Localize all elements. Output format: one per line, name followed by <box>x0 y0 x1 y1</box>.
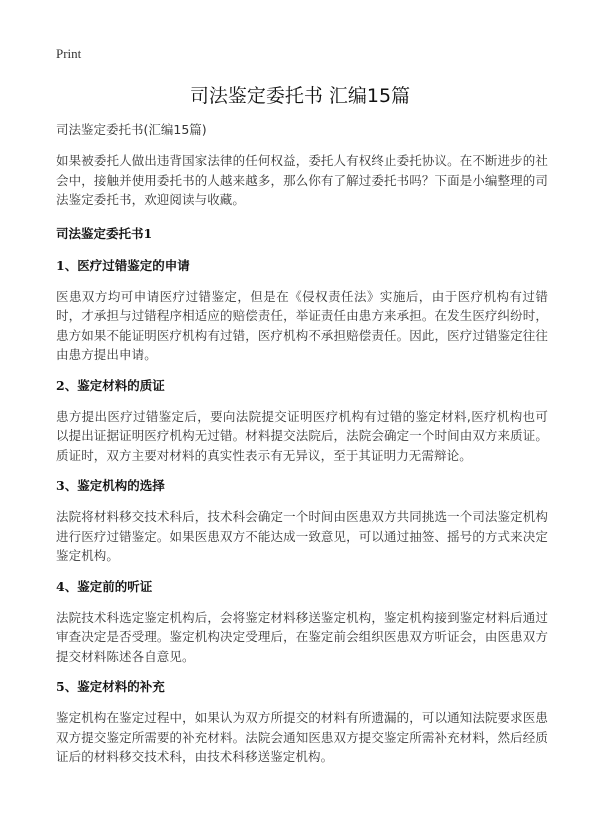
section-body: 法院技术科选定鉴定机构后，会将鉴定材料移送鉴定机构，鉴定机构接到鉴定材料后通过审查决定是否受理。鉴定机构决定受理后，在鉴定前会组织医患双方听证会，由医患双方提交材料陈述各自意见。 <box>56 609 548 664</box>
section-body: 鉴定机构在鉴定过程中，如果认为双方所提交的材料有所遗漏的，可以通知法院要求医患双方提交鉴定所需要的补充材料。法院会通知医患双方提交鉴定所需补充材料，然后经质证后的材料移交技术科，由技术科移送鉴定机构。 <box>56 710 548 764</box>
section-heading: 5、鉴定材料的补充 <box>56 679 165 694</box>
print-link[interactable]: Print <box>56 46 82 61</box>
document-content <box>56 121 548 779</box>
section-heading: 4、鉴定前的听证 <box>56 578 153 594</box>
section-body: 患方提出医疗过错鉴定后，要向法院提交证明医疗机构有过错的鉴定材料,医疗机构也可以提出证据证明医疗机构无过错。材料提交法院后，法院会确定一个时间由双方来质证。质证时，双方主要对材料的真实性表示有无异议，至于其证明力无需辩论。 <box>56 408 548 463</box>
section-heading: 1、医疗过错鉴定的申请 <box>56 257 190 273</box>
section-label: 司法鉴定委托书1 <box>56 225 153 241</box>
section-heading: 2、鉴定材料的质证 <box>56 377 165 393</box>
section-2 <box>56 377 548 466</box>
section-heading: 3、鉴定机构的选择 <box>56 478 165 493</box>
document-title: 司法鉴定委托书 汇编15篇 <box>189 85 411 107</box>
intro-paragraph: 如果被委托人做出违背国家法律的任何权益，委托人有权终止委托协议。在不断进步的社会中，接触并使用委托书的人越来越多，那么你有了解过委托书吗？下面是小编整理的司法鉴定委托书，欢迎阅读与收藏。 <box>56 153 548 207</box>
section-3 <box>56 477 548 566</box>
section-1 <box>56 257 548 365</box>
document-subtitle: 司法鉴定委托书(汇编15篇) <box>56 122 207 137</box>
section-5 <box>56 678 548 767</box>
section-4 <box>56 578 548 667</box>
section-body: 医患双方均可申请医疗过错鉴定，但是在《侵权责任法》实施后，由于医疗机构有过错时，才承担与过错程序相适应的赔偿责任，举证责任由患方来承担。在发生医疗纠纷时，患方如果不能证明医疗机构有过错，医疗机构不承担赔偿责任。因此，医疗过错鉴定往往由患方提出申请。 <box>56 288 548 362</box>
section-body: 法院将材料移交技术科后，技术科会确定一个时间由医患双方共同挑选一个司法鉴定机构进行医疗过错鉴定。如果医患双方不能达成一致意见，可以通过抽签、摇号的方式来决定鉴定机构。 <box>56 509 548 563</box>
